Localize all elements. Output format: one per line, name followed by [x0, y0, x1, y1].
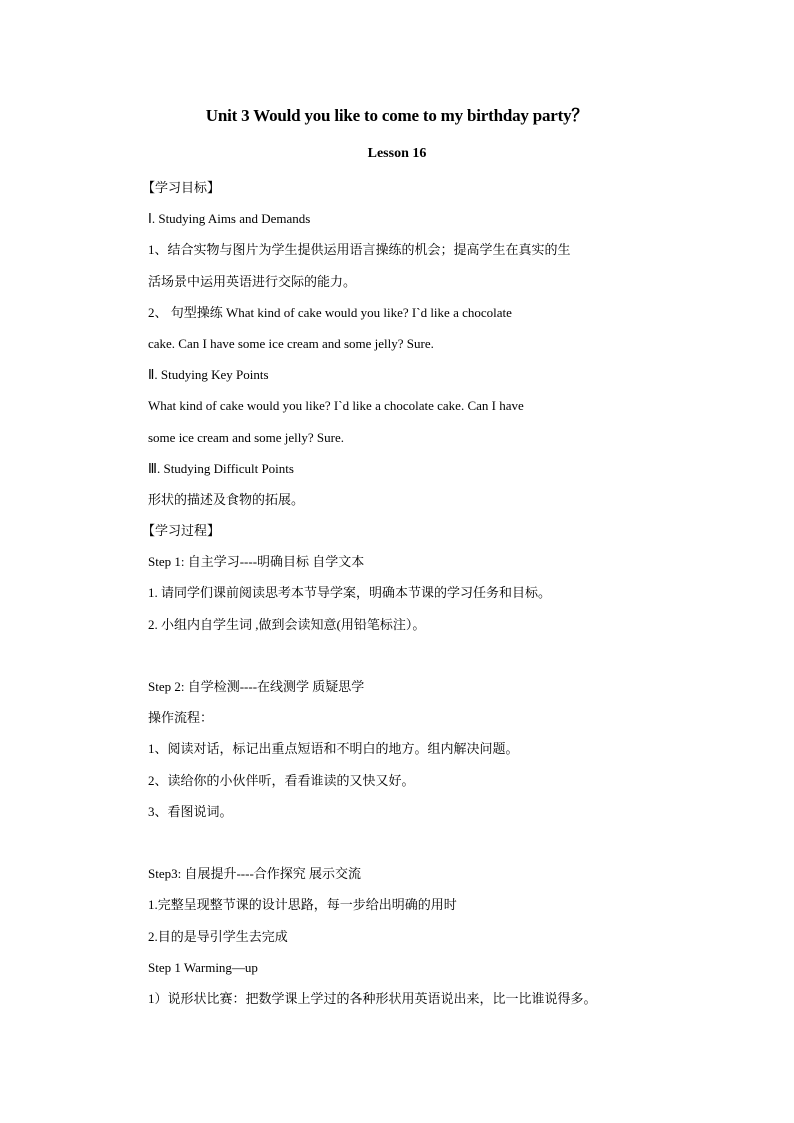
aim-2-line-1: 2、 句型操练 What kind of cake would you like? I`d like a chocolate	[148, 304, 512, 320]
document-body	[142, 172, 668, 1014]
procedure-item-1: 1、阅读对话，标记出重点短语和不明白的地方。组内解决问题。	[148, 741, 519, 757]
step-2-heading: Step 2: 自学检测----在线测学 质疑思学	[148, 679, 365, 694]
procedure-label: 操作流程：	[148, 710, 214, 726]
section-heading-objectives: 【学习目标】	[142, 180, 221, 195]
warming-up-heading: Step 1 Warming—up	[148, 959, 258, 975]
warming-up-item-1: 1）说形状比赛：把数学课上学过的各种形状用英语说出来，比一比谁说得多。	[148, 990, 597, 1006]
difficult-points-heading: Ⅲ. Studying Difficult Points	[148, 460, 294, 476]
blank-line	[148, 640, 668, 671]
aims-heading: Ⅰ. Studying Aims and Demands	[148, 211, 311, 227]
step-3-item-1: 1.完整呈现整节课的设计思路，每一步给出明确的用时	[148, 897, 457, 913]
aim-1-line-2: 活场景中运用英语进行交际的能力。	[148, 273, 357, 289]
procedure-item-2: 2、读给你的小伙伴听，看看谁读的又快又好。	[148, 772, 415, 788]
aim-2-line-2: cake. Can I have some ice cream and some jelly? Sure.	[148, 335, 434, 351]
step-1-item-1: 1. 请同学们课前阅读思考本节导学案，明确本节课的学习任务和目标。	[148, 585, 552, 601]
lesson-subtitle: Lesson 16	[367, 146, 427, 161]
key-points-heading: Ⅱ. Studying Key Points	[148, 367, 269, 383]
difficult-points-text: 形状的描述及食物的拓展。	[148, 491, 305, 507]
procedure-item-3: 3、看图说词。	[148, 803, 233, 819]
aim-1-line-1: 1、结合实物与图片为学生提供运用语言操练的机会；提高学生在真实的生	[148, 242, 571, 258]
blank-line	[148, 827, 668, 858]
document-title: Unit 3 Would you like to come to my birthday party？	[205, 106, 589, 125]
step-1-heading: Step 1: 自主学习----明确目标 自学文本	[148, 554, 365, 570]
step-3-item-2: 2.目的是导引学生去完成	[148, 928, 288, 944]
step-3-heading: Step3: 自展提升----合作探究 展示交流	[148, 866, 362, 882]
key-points-line-2: some ice cream and some jelly? Sure.	[148, 429, 345, 445]
key-points-line-1: What kind of cake would you like? I`d like a chocolate cake. Can I have	[148, 398, 524, 414]
step-1-item-2: 2. 小组内自学生词 ,做到会读知意(用铅笔标注）。	[148, 616, 426, 632]
section-heading-process: 【学习过程】	[142, 523, 221, 539]
